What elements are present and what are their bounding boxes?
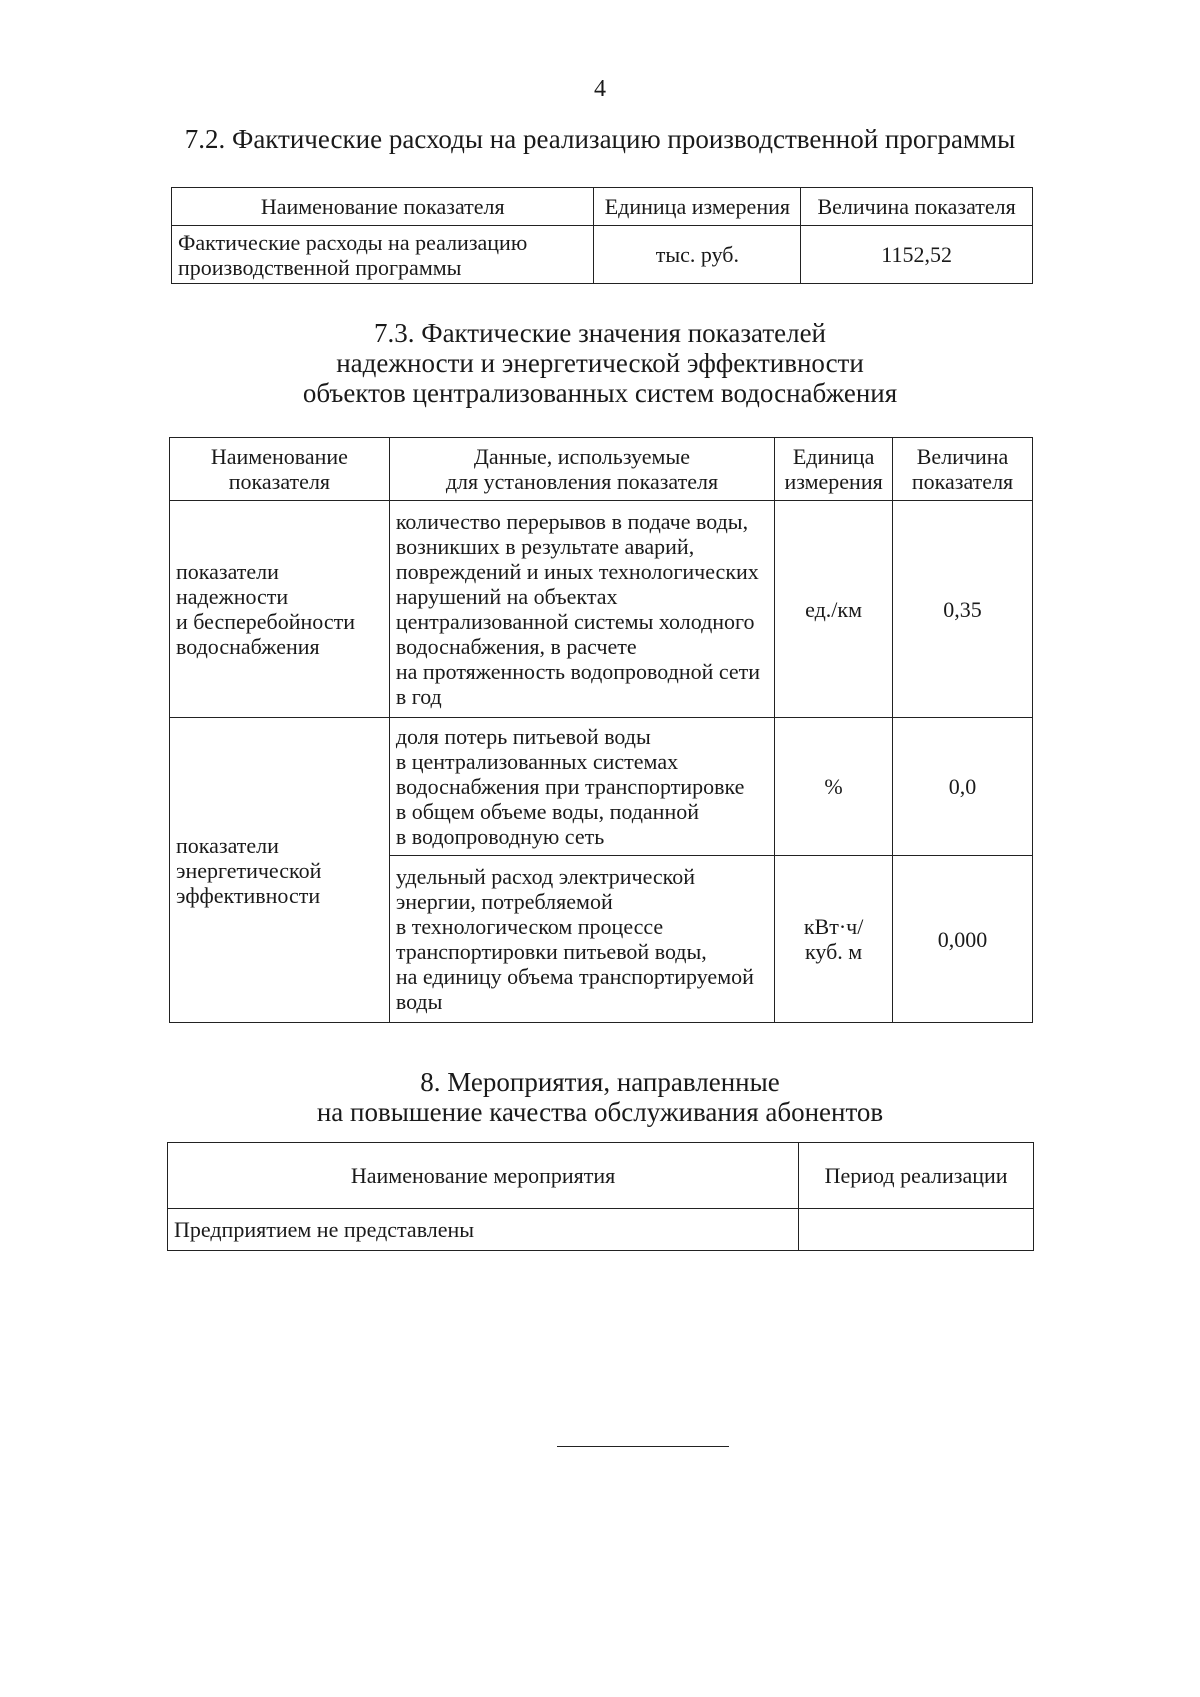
header-period: Период реализации [799, 1143, 1034, 1209]
cell-line: в централизованных системах [395, 749, 679, 774]
unit-cell [775, 718, 893, 856]
cell-line: и бесперебойности [176, 609, 355, 634]
cell-line: показатели [176, 832, 279, 858]
cell-line: на единицу объема транспортируемой [395, 964, 754, 989]
header-value [893, 438, 1033, 501]
cell-line: количество перерывов в подаче воды, [395, 509, 749, 534]
cell-line: в технологическом процессе [395, 914, 664, 939]
measure-name-cell: Предприятием не представлены [168, 1209, 799, 1251]
header-source-data [389, 438, 774, 501]
cell-line: Единица [792, 444, 875, 469]
indicator-group-energy-efficiency [170, 718, 390, 1023]
cell-line: на протяженность водопроводной сети [395, 659, 761, 684]
indicator-group-reliability [170, 501, 390, 718]
heading-line: объектов централизованных систем водоснабжения [302, 378, 898, 408]
cell-line: централизованной системы холодного [395, 609, 755, 634]
header-unit [775, 438, 893, 501]
cell-line: в общем объеме воды, поданной [395, 799, 700, 824]
table-row [170, 501, 1033, 718]
cell-line: эффективности [176, 882, 321, 908]
table-header-row [172, 188, 1033, 226]
cell-line: доля потерь питьевой воды [395, 724, 651, 749]
table-row [170, 718, 1033, 856]
source-data-cell [389, 718, 774, 856]
source-data-cell [389, 856, 774, 1023]
cell-line: показателя [911, 469, 1014, 494]
cell-line: показатели [176, 559, 279, 584]
cell-line: транспортировки питьевой воды, [395, 939, 707, 964]
cell-line: Фактические расходы на реализацию [178, 229, 528, 255]
header-value: Величина показателя [801, 188, 1033, 226]
table-row [168, 1209, 1034, 1251]
table-header-row [170, 438, 1033, 501]
heading-line: на повышение качества обслуживания абонентов [316, 1097, 884, 1127]
unit-cell [775, 856, 893, 1023]
cell-line: куб. м [804, 939, 863, 964]
header-measure-name: Наименование мероприятия [168, 1143, 799, 1209]
reliability-efficiency-table [169, 437, 1033, 1023]
cell-line: в год [395, 684, 442, 709]
table-header-row [168, 1143, 1034, 1209]
heading-line: надежности и энергетической эффективности [336, 348, 864, 378]
cell-line: удельный расход электрической [395, 864, 696, 889]
cell-line: показателя [228, 469, 331, 494]
cell-line: водоснабжения, в расчете [395, 634, 637, 659]
header-indicator-name: Наименование показателя [172, 188, 594, 226]
cell-line: кВт·ч/ [803, 914, 864, 939]
heading-line: 7.3. Фактические значения показателей [373, 318, 827, 348]
section-7-2-heading: 7.2. Фактические расходы на реализацию производственной программы [184, 124, 1016, 154]
value-cell: 1152,52 [801, 226, 1033, 284]
indicator-name-cell [172, 226, 594, 284]
cell-line: возникших в результате аварий, [395, 534, 695, 559]
expenses-table [171, 187, 1033, 284]
page-number: 4 [594, 76, 606, 102]
cell-line: воды [395, 989, 443, 1014]
header-unit: Единица измерения [594, 188, 801, 226]
cell-line: ед./км [805, 596, 863, 622]
source-data-cell [389, 501, 774, 718]
cell-line: надежности [176, 584, 289, 609]
cell-line: энергии, потребляемой [395, 889, 613, 914]
cell-line: водоснабжения при транспортировке [395, 774, 745, 799]
closing-rule [557, 1446, 729, 1447]
cell-line: энергетической [176, 857, 322, 883]
cell-line: повреждений и иных технологических [395, 559, 759, 584]
cell-line: % [824, 774, 843, 799]
table-row [172, 226, 1033, 284]
cell-line: для установления показателя [445, 469, 719, 494]
value-cell: 0,0 [893, 718, 1033, 856]
cell-line: Наименование [210, 444, 348, 469]
section-8-heading [0, 1067, 1200, 1127]
cell-line: производственной программы [178, 254, 462, 280]
section-7-3-heading [0, 318, 1200, 408]
cell-line: в водопроводную сеть [395, 824, 605, 849]
value-cell: 0,35 [893, 501, 1033, 718]
heading-line: 8. Мероприятия, направленные [420, 1067, 780, 1097]
period-cell [799, 1209, 1034, 1251]
cell-line: Величина [916, 444, 1009, 469]
cell-line: измерения [784, 469, 883, 494]
cell-line: водоснабжения [176, 634, 320, 659]
unit-cell [775, 501, 893, 718]
cell-line: нарушений на объектах [395, 584, 618, 609]
unit-cell: тыс. руб. [594, 226, 801, 284]
measures-table [167, 1142, 1034, 1251]
value-cell: 0,000 [893, 856, 1033, 1023]
header-indicator-name [170, 438, 390, 501]
cell-line: Данные, используемые [473, 444, 690, 469]
